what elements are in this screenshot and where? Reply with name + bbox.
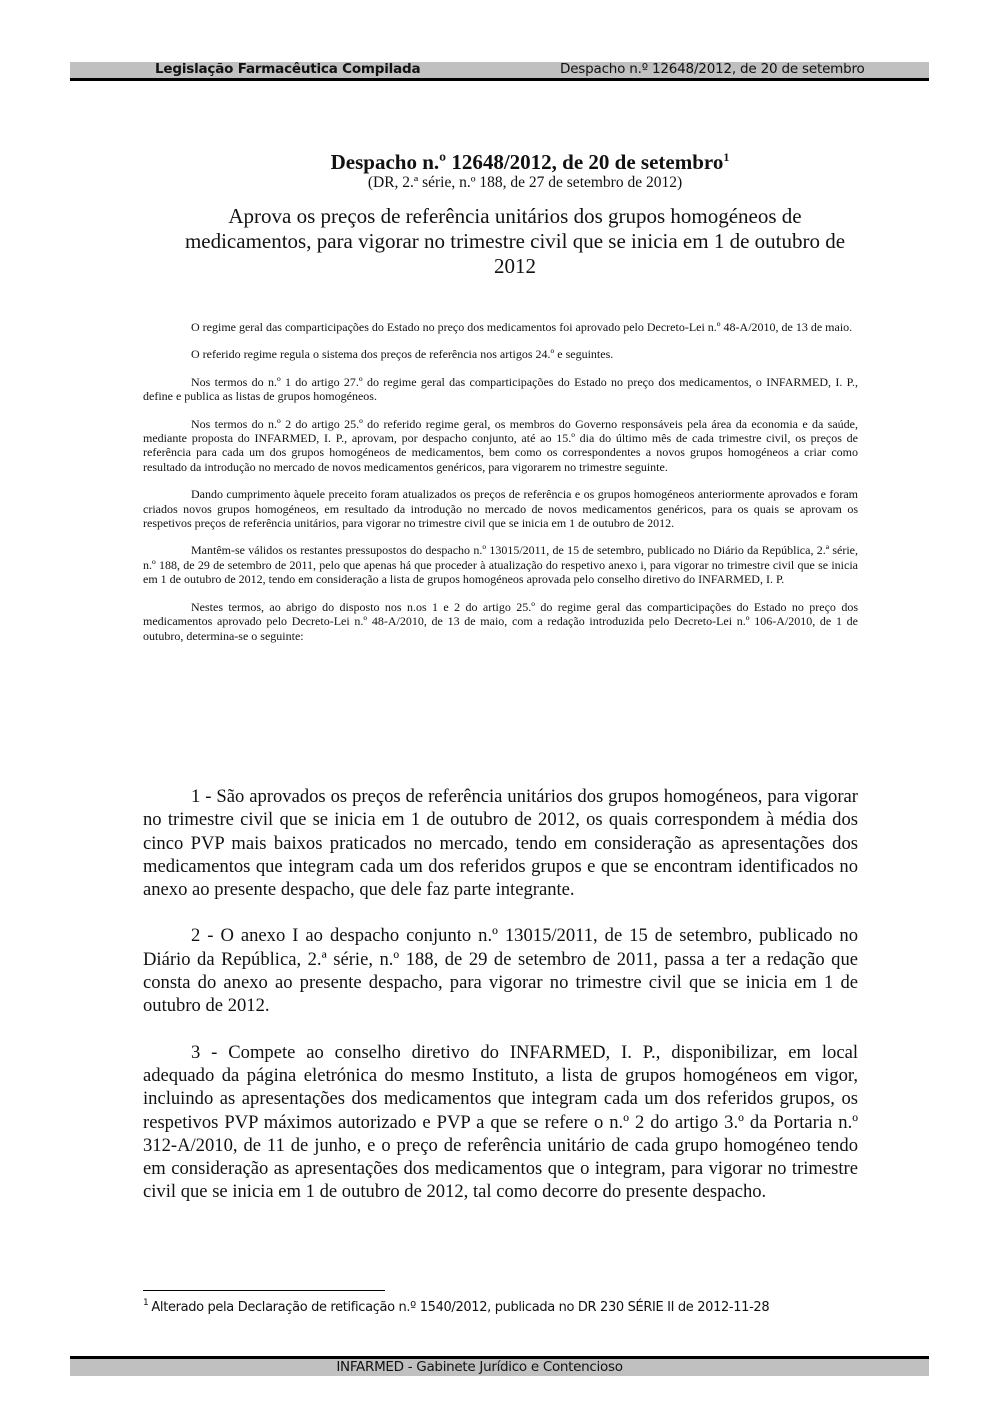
footer-text: INFARMED - Gabinete Jurídico e Contencioso bbox=[336, 1359, 623, 1375]
title-block bbox=[0, 145, 1000, 279]
header-document-reference: Despacho n.º 12648/2012, de 20 de setembro bbox=[560, 61, 865, 77]
document-title bbox=[60, 145, 1000, 174]
preamble-paragraph: Nos termos do n.º 1 do artigo 27.º do regime geral das comparticipações do Estado no preço dos medicamentos, o INFARMED, I. P., define e publica as listas de grupos homogéneos. bbox=[143, 374, 858, 404]
preamble bbox=[143, 320, 858, 656]
document-source: (DR, 2.ª série, n.º 188, de 27 de setembro de 2012) bbox=[367, 174, 683, 191]
preamble-paragraph: Nos termos do n.º 2 do artigo 25.º do referido regime geral, os membros do Governo responsáveis pela área da economia e da saúde, mediante proposta do INFARMED, I. P., aprovam, por despacho conjunto, até ao 15.º dia do último mês de cada trimestre civil, os preços de referência para cada um dos grupos homogéneos de medicamentos, bem como os correspondentes a novos grupos homogéneos a criar como resultado da introdução no mercado de novos medicamentos genéricos, para vigorarem no trimestre seguinte. bbox=[143, 416, 858, 474]
preamble-paragraph: Nestes termos, ao abrigo do disposto nos n.os 1 e 2 do artigo 25.º do regime geral das comparticipações do Estado no preço dos medicamentos aprovado pelo Decreto-Lei n.º 48-A/2010, de 13 de maio, com a redação introduzida pelo Decreto-Lei n.º 106-A/2010, de 1 de outubro, determina-se o seguinte: bbox=[143, 599, 858, 643]
articles bbox=[143, 785, 858, 1227]
footnote-text: Alterado pela Declaração de retificação n.º 1540/2012, publicada no DR 230 SÉRIE II de 2012-11-28 bbox=[151, 1300, 770, 1315]
footnote-divider bbox=[143, 1290, 385, 1291]
preamble-paragraph: Mantêm-se válidos os restantes pressupostos do despacho n.º 13015/2011, de 15 de setembro, publicado no Diário da República, 2.ª série, n.º 188, de 29 de setembro de 2011, pelo que apenas há que proceder à atualização do respetivo anexo i, para vigorar no trimestre civil que se inicia em 1 de outubro de 2012, tendo em consideração a lista de grupos homogéneos aprovada pelo conselho diretivo do INFARMED, I. P. bbox=[143, 543, 858, 587]
header-publication-title: Legislação Farmacêutica Compilada bbox=[155, 61, 421, 77]
footnote-number: 1 bbox=[143, 1298, 149, 1308]
document-title-text: Despacho n.º 12648/2012, de 20 de setembro bbox=[330, 150, 724, 174]
running-footer bbox=[70, 1356, 929, 1376]
footnote-reference[interactable]: 1 bbox=[723, 150, 730, 164]
running-header bbox=[70, 62, 929, 81]
footnote bbox=[143, 1298, 903, 1315]
article-2: 2 - O anexo I ao despacho conjunto n.º 13015/2011, de 15 de setembro, publicado no Diário da República, 2.ª série, n.º 188, de 29 de setembro de 2011, passa a ter a redação que consta do anexo ao presente despacho, para vigorar no trimestre civil que se inicia em 1 de outubro de 2012. bbox=[143, 925, 858, 1017]
article-3: 3 - Compete ao conselho diretivo do INFARMED, I. P., disponibilizar, em local adequado da página eletrónica do mesmo Instituto, a lista de grupos homogéneos em vigor, incluindo as apresentações dos medicamentos que integram cada um dos referidos grupos, os respetivos PVP máximos autorizado e PVP a que se refere o n.º 2 do artigo 3.º da Portaria n.º 312-A/2010, de 11 de junho, e o preço de referência unitário de cada grupo homogéneo tendo em consideração as apresentações dos medicamentos que o integram, para vigorar no trimestre civil que se inicia em 1 de outubro de 2012, tal como decorre do presente despacho. bbox=[143, 1041, 858, 1203]
preamble-paragraph: O referido regime regula o sistema dos preços de referência nos artigos 24.º e seguintes. bbox=[191, 347, 614, 362]
preamble-paragraph: O regime geral das comparticipações do Estado no preço dos medicamentos foi aprovado pelo Decreto-Lei n.º 48-A/2010, de 13 de maio. bbox=[191, 320, 853, 334]
preamble-paragraph: Dando cumprimento àquele preceito foram atualizados os preços de referência e os grupos homogéneos anteriormente aprovados e foram criados novos grupos homogéneos, em resultado da introdução no mercado de novos medicamentos genéricos, para os quais se aprovam os respetivos preços de referência unitários, para vigorar no trimestre civil que se inicia em 1 de outubro de 2012. bbox=[143, 487, 858, 531]
document-subject: Aprova os preços de referência unitários dos grupos homogéneos de medicamentos, para vigorar no trimestre civil que se inicia em 1 de outubro de 2012 bbox=[184, 204, 846, 278]
article-1: 1 - São aprovados os preços de referência unitários dos grupos homogéneos, para vigorar no trimestre civil que se inicia em 1 de outubro de 2012, os quais correspondem à média dos cinco PVP mais baixos praticados no mercado, tendo em consideração as apresentações dos medicamentos que integram cada um dos referidos grupos e que se encontram identificados no anexo ao presente despacho, que dele faz parte integrante. bbox=[143, 786, 858, 901]
